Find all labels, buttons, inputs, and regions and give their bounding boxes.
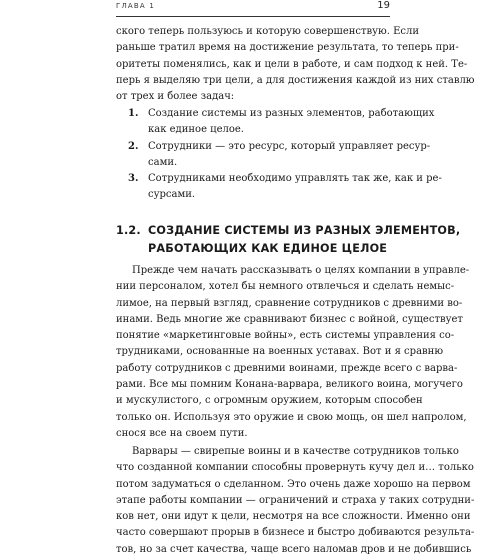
text-line: оритеты поменялись, как и цели в работе, и сам подход к ней. Те- [116,58,468,70]
text-line: Варвары — свирепые воины и в качестве сотрудников только [132,446,459,457]
body-paragraph-2 [116,444,475,558]
text-line: трудниками, основанные на военных уставах. Вот и я сравню [116,346,444,358]
text-line: ского теперь пользуюсь и которую совершенствую. Если [116,26,420,37]
body-paragraph-1 [116,263,470,442]
text-line: ков нет, они идут к цели, несмотря на все сложности. Именно они [116,511,471,523]
list-item [116,139,431,172]
page-number: 19 [377,0,390,11]
text-line: сами. [148,156,178,168]
running-header [116,2,390,16]
text-line: инами. Ведь многие же сравнивают бизнес с войной, существует [116,313,463,325]
text-line: потом задуматься о сделанном. Это очень даже хорошо на первом [116,478,471,490]
text-line: Сотрудниками необходимо управлять так же, как и ре- [148,173,442,185]
text-line: от трех и более задач: [116,91,235,103]
section-number: 1.2. [116,224,141,237]
text-line: этапе работы компании — ограничений и страха у таких сотрудни- [116,494,475,506]
text-line: раньше тратил время на достижение результата, то теперь при- [116,42,459,54]
text-line: только он. Используя это оружие и свою мощь, он шел напролом, [116,411,467,423]
header-rule [116,16,390,17]
text-line: Создание системы из разных элементов, работающих [148,108,435,119]
section-title-line: СОЗДАНИЕ СИСТЕМЫ ИЗ РАЗНЫХ ЭЛЕМЕНТОВ, [148,224,461,237]
list-number: 2. [128,140,139,152]
text-line: что созданной компании способны провернуть кучу дел и… только [116,462,474,474]
text-line: тов, но за счет качества, чаще всего наломав дров и не добившись [116,543,472,555]
chapter-label: ГЛАВА 1 [116,2,155,10]
text-line: работу сотрудников с древними воинами, прежде всего с варва- [116,362,458,374]
text-line: перь я выделяю три цели, а для достижения каждой из них ставлю [116,74,475,86]
list-item [116,171,442,204]
list-number: 3. [128,173,139,185]
text-line: сурсами. [148,189,196,201]
text-line: и мускулистого, с огромным оружием, которым способен [116,395,423,407]
text-line: понятие «маркетинговые войны», есть системы управления со- [116,330,455,342]
intro-paragraph [116,24,475,105]
text-line: нии персоналом, хотел бы немного отвлечься и сделать немыс- [116,281,455,293]
text-line: Прежде чем начать рассказывать о целях компании в управле- [132,265,470,276]
list-number: 1. [128,108,139,119]
text-line: как единое целое. [148,124,244,136]
text-line: часто совершают прорыв в бизнесе и быстро добиваются результа- [116,527,475,539]
text-line: лимое, на первый взгляд, сравнение сотрудников с древними во- [116,297,463,309]
text-line: рами. Все мы помним Конана-варвара, великого воина, могучего [116,379,463,391]
text-line: Сотрудники — это ресурс, который управляет ресур- [148,140,431,152]
text-line: снося все на своем пути. [116,427,248,439]
list-item [116,106,435,139]
section-title-line: РАБОТАЮЩИХ КАК ЕДИНОЕ ЦЕЛОЕ [148,242,388,255]
goals-list [116,106,442,204]
